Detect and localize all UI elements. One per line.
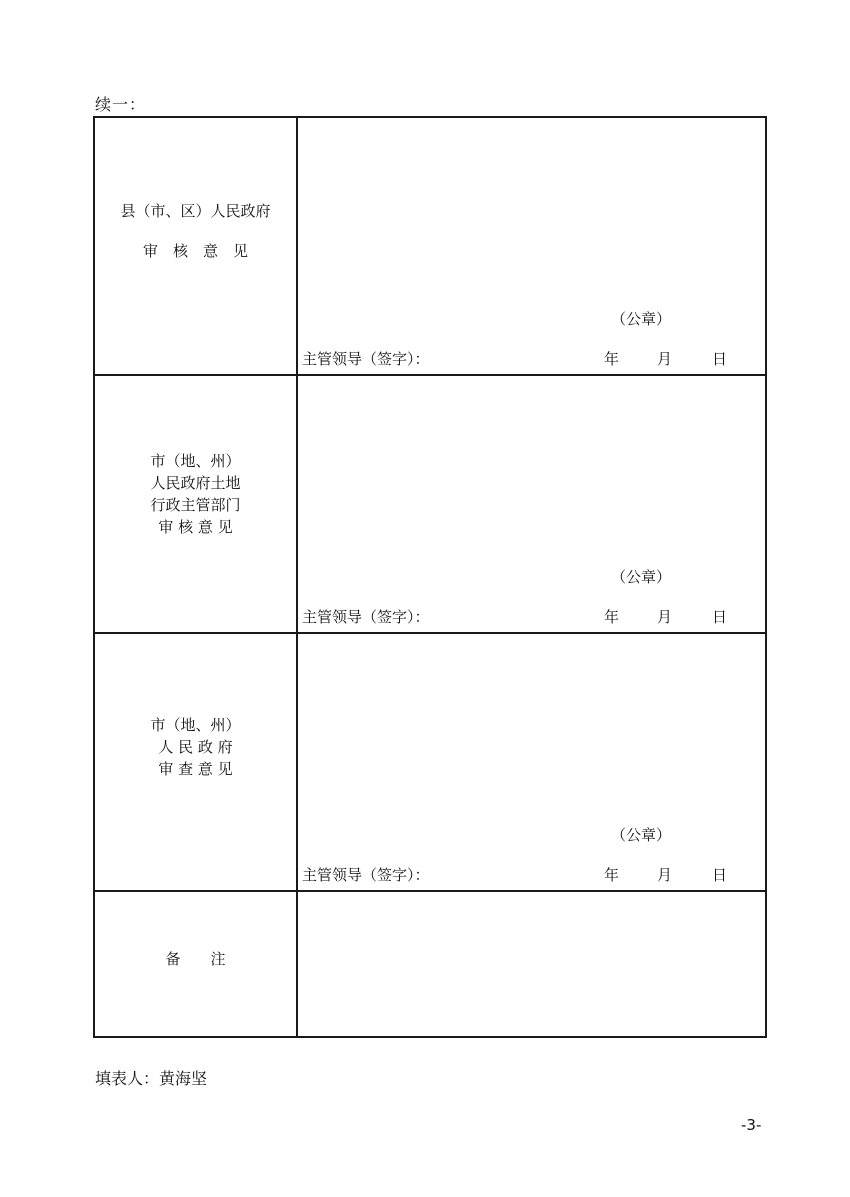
label-line: 审 查 意 见 xyxy=(158,760,233,778)
signer-label: 主管领导（签字）： xyxy=(302,866,430,884)
label-county-government xyxy=(95,118,298,374)
seal-label: （公章） xyxy=(611,310,672,328)
label-line: 人 民 政 府 xyxy=(158,738,233,756)
seal-label: （公章） xyxy=(611,568,672,586)
year-label: 年 xyxy=(604,866,620,884)
label-remarks xyxy=(95,892,298,1036)
date-fields xyxy=(604,348,727,369)
signer-label: 主管领导（签字）： xyxy=(302,350,430,368)
label-line: 人民政府土地 xyxy=(150,474,241,492)
label-city-government xyxy=(95,634,298,890)
label-line: 审 核 意 见 xyxy=(158,518,233,536)
month-label: 月 xyxy=(657,608,673,626)
year-label: 年 xyxy=(604,608,620,626)
row-county-government xyxy=(95,118,765,376)
opinion-area-city-land[interactable] xyxy=(298,376,765,632)
label-line: 审 核 意 见 xyxy=(142,242,248,260)
label-line: 市（地、州） xyxy=(150,452,241,470)
label-line: 县（市、区）人民政府 xyxy=(120,202,271,220)
label-line: 行政主管部门 xyxy=(150,496,241,514)
remarks-area[interactable] xyxy=(298,892,765,1036)
day-label: 日 xyxy=(712,866,728,884)
date-fields xyxy=(604,864,727,885)
signer-label: 主管领导（签字）： xyxy=(302,608,430,626)
year-label: 年 xyxy=(604,350,620,368)
month-label: 月 xyxy=(657,866,673,884)
seal-label: （公章） xyxy=(611,826,672,844)
day-label: 日 xyxy=(712,350,728,368)
label-city-land-department xyxy=(95,376,298,632)
month-label: 月 xyxy=(657,350,673,368)
review-opinion-table xyxy=(93,116,767,1038)
page-number: -3- xyxy=(741,1116,762,1134)
row-remarks xyxy=(95,892,765,1036)
day-label: 日 xyxy=(712,608,728,626)
row-city-land-department xyxy=(95,376,765,634)
form-filler: 填表人：黄海坚 xyxy=(95,1069,208,1088)
continuation-title: 续一： xyxy=(95,95,147,114)
label-line: 备 注 xyxy=(165,950,226,968)
label-line: 市（地、州） xyxy=(150,716,241,734)
opinion-area-county[interactable] xyxy=(298,118,765,374)
row-city-government xyxy=(95,634,765,892)
opinion-area-city-government[interactable] xyxy=(298,634,765,890)
date-fields xyxy=(604,606,727,627)
